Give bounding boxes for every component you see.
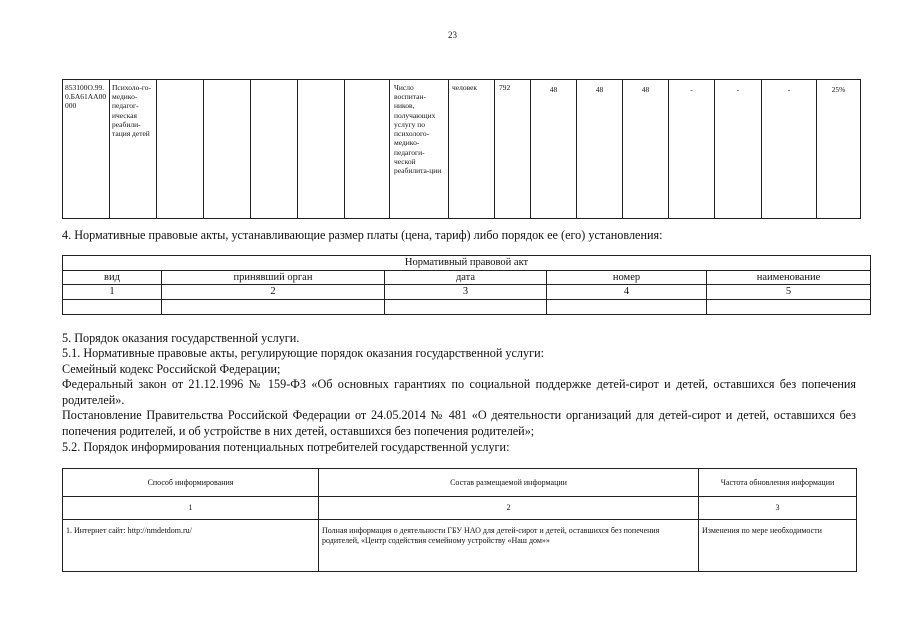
info-frequency: Изменения по мере необходимости — [699, 520, 857, 572]
column-number: 2 — [162, 285, 385, 300]
family-code-line: Семейный кодекс Российской Федерации; — [62, 362, 281, 376]
value-cell: 48 — [623, 80, 669, 219]
column-number: 2 — [319, 497, 699, 520]
section-5-2-line: 5.2. Порядок информирования потенциальных потребителей государственной услуги: — [62, 440, 510, 454]
column-header: номер — [547, 271, 707, 285]
dash-cell: - — [669, 80, 715, 219]
column-header: Частота обновления информации — [699, 469, 857, 497]
legal-acts-table — [62, 255, 871, 315]
table-row — [63, 80, 861, 219]
registry-code: 853100О.99.0.БА61АА00000 — [63, 80, 110, 219]
column-number: 3 — [385, 285, 547, 300]
section-5-line-1: 5. Порядок оказания государственной услуги. — [62, 331, 300, 345]
column-header: вид — [63, 271, 162, 285]
column-number: 5 — [707, 285, 871, 300]
dash-cell: - — [715, 80, 762, 219]
service-indicator-table — [62, 79, 861, 219]
section-4-title: 4. Нормативные правовые акты, устанавливающие размер платы (цена, тариф) либо порядок ее (его) установления: — [62, 228, 663, 242]
column-header: Состав размещаемой информации — [319, 469, 699, 497]
service-name: Психоло-го-медико-педагог-ическая реабили-тация детей — [110, 80, 157, 219]
info-method: 1. Интернет сайт: http://nmdetdom.ru/ — [63, 520, 319, 572]
government-decree-line: Постановление Правительства Российской Федерации от 24.05.2014 № 481 «О деятельности организаций для детей-сирот и детей, оставшихся без попечения родителей, и об устройстве в них детей, оставшихся без попечения родителей»; — [62, 408, 856, 438]
page-number: 23 — [448, 30, 457, 40]
column-number: 1 — [63, 497, 319, 520]
column-header: Способ информирования — [63, 469, 319, 497]
column-number: 3 — [699, 497, 857, 520]
table-row — [63, 520, 857, 572]
unit-cell: человек — [449, 80, 495, 219]
column-number: 4 — [547, 285, 707, 300]
column-header: принявший орган — [162, 271, 385, 285]
column-header: наименование — [707, 271, 871, 285]
value-cell: 48 — [577, 80, 623, 219]
information-table — [62, 468, 857, 572]
info-content: Полная информация о деятельности ГБУ НАО для детей-сирот и детей, оставшихся без попечения родителей, «Центр содействия семейному устройству «Наш дом»» — [319, 520, 699, 572]
acts-caption: Нормативный правовой акт — [63, 256, 871, 271]
value-cell: 48 — [531, 80, 577, 219]
percent-cell: 25% — [817, 80, 861, 219]
dash-cell: - — [762, 80, 817, 219]
indicator-name: Число воспитан-ников, получающих услугу по психолого-медико-педагоги-ческой реабилита-ции — [390, 80, 449, 219]
column-number: 1 — [63, 285, 162, 300]
column-header: дата — [385, 271, 547, 285]
section-5-1-line: 5.1. Нормативные правовые акты, регулирующие порядок оказания государственной услуги: — [62, 346, 544, 360]
value-cell: 792 — [495, 80, 531, 219]
federal-law-line: Федеральный закон от 21.12.1996 № 159-ФЗ «Об основных гарантиях по социальной поддержке детей-сирот и детей, оставшихся без попечения родителей». — [62, 377, 856, 407]
